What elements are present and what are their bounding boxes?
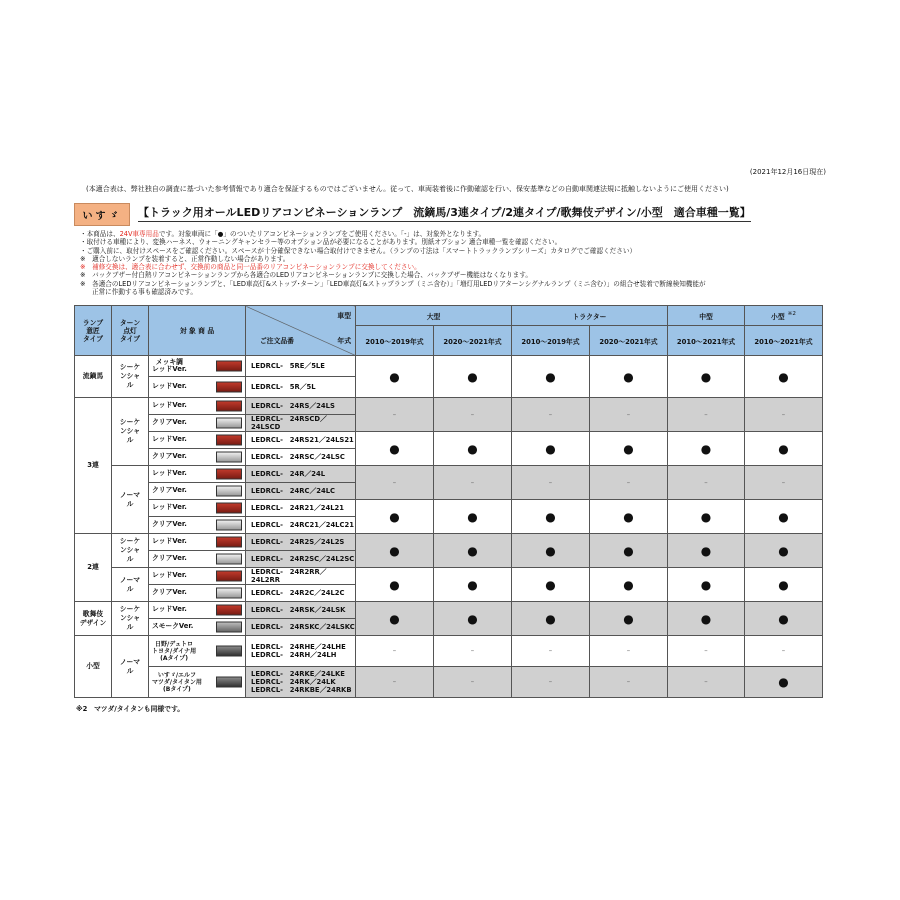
compatible-mark: ● (434, 432, 512, 466)
order-number-cell: LEDRCL- 24R／24L (246, 466, 356, 483)
lamp-image (216, 588, 242, 599)
not-applicable-mark: – (512, 636, 590, 667)
turn-type-cell: ノーマル (112, 568, 149, 602)
lamp-image (216, 486, 242, 497)
vehicle-class-note: ※2 (787, 311, 796, 318)
product-name: クリアVer. (152, 452, 187, 461)
note-8: 正常に作動する事も確認済みです。 (92, 288, 197, 297)
order-number-cell: LEDRCL- 24R2C／24L2C (246, 585, 356, 602)
product-cell (149, 483, 246, 500)
as-of-date: (2021年12月16日現在) (749, 168, 826, 176)
lamp-image (216, 361, 242, 372)
product-cell (149, 551, 246, 568)
product-cell (149, 534, 246, 551)
table-row (75, 602, 823, 619)
order-number-cell: LEDRCL- 24RS／24LS (246, 398, 356, 415)
vehicle-class-label: 中型 (699, 312, 713, 321)
compatible-mark: ● (512, 568, 590, 602)
product-name: 日野/デュトロ トヨタ/ダイナ用 (Aタイプ) (152, 640, 197, 662)
compatible-mark: ● (745, 534, 823, 568)
vehicle-class-label: 大型 (426, 312, 441, 321)
product-name: レッドVer. (152, 537, 187, 546)
order-number-cell: LEDRCL- 5R／5L (246, 377, 356, 398)
not-applicable-mark: – (668, 466, 745, 500)
product-name: レッドVer. (152, 469, 187, 478)
note-text: です。対象車両に「●」のついたリアコンビネーションランプをご使用ください。「-」は、対象外となります。 (158, 230, 486, 238)
vehicle-class-header (745, 306, 823, 326)
table-row (75, 636, 823, 667)
order-number-cell: LEDRCL- 24R2RR／24L2RR (246, 568, 356, 585)
not-applicable-mark: – (356, 466, 434, 500)
lamp-design-cell: 2連 (75, 534, 112, 602)
compatible-mark: ● (356, 602, 434, 636)
order-number-cell: LEDRCL- 24RSK／24LSK (246, 602, 356, 619)
lamp-image (216, 452, 242, 463)
not-applicable-mark: – (745, 398, 823, 432)
lamp-image (216, 435, 242, 446)
lamp-image (216, 571, 242, 582)
model-year-header: 2020～2021年式 (434, 326, 512, 356)
order-number-cell: LEDRCL- 24RC21／24LC21 (246, 517, 356, 534)
compatible-mark: ● (512, 432, 590, 466)
model-year-header: 2010～2021年式 (745, 326, 823, 356)
compatible-mark: ● (745, 432, 823, 466)
product-name: スモークVer. (152, 622, 194, 631)
model-year-label: 年式 (337, 337, 351, 345)
compatible-mark: ● (512, 534, 590, 568)
order-number-label: ご注文品番 (260, 337, 294, 345)
page-title: 【トラック用オールLEDリアコンビネーションランプ 流鏑馬/3連タイプ/2連タイプ/歌舞伎デザイン/小型 適合車種一覧】 (138, 204, 751, 222)
not-applicable-mark: – (356, 667, 434, 698)
not-applicable-mark: – (668, 636, 745, 667)
compatible-mark: ● (590, 432, 668, 466)
note-3: ・ご購入前に、取付けスペースをご確認ください。スペースが十分確保できない場合取付けできません。（ランプの寸法は「スマートトラックランプシリーズ」カタログでご確認ください） (80, 246, 637, 255)
order-number-cell: LEDRCL- 24RS21／24LS21 (246, 432, 356, 449)
header-row (75, 306, 823, 326)
not-applicable-mark: – (590, 636, 668, 667)
compatible-mark: ● (512, 356, 590, 398)
order-number-cell: LEDRCL- 24RSKC／24LSKC (246, 619, 356, 636)
product-cell (149, 356, 246, 377)
table-row (75, 667, 823, 698)
compatible-mark: ● (356, 568, 434, 602)
lamp-design-cell: 小型 (75, 636, 112, 698)
table-row (75, 398, 823, 415)
product-cell (149, 602, 246, 619)
product-cell (149, 667, 246, 698)
product-cell (149, 585, 246, 602)
compatible-mark: ● (434, 534, 512, 568)
product-cell (149, 415, 246, 432)
product-name: レッドVer. (152, 435, 187, 444)
product-cell (149, 517, 246, 534)
compatible-mark: ● (745, 667, 823, 698)
not-applicable-mark: – (745, 636, 823, 667)
model-year-header: 2010～2019年式 (512, 326, 590, 356)
not-applicable-mark: – (512, 667, 590, 698)
turn-type-cell: シーケンシャル (112, 602, 149, 636)
compatible-mark: ● (745, 356, 823, 398)
turn-type-cell: シーケンシャル (112, 398, 149, 466)
header-order-vehicle (246, 306, 356, 356)
product-cell (149, 432, 246, 449)
note-7: ※ 各適合のLEDリアコンビネーションランプと、「LED車高灯&ストップ･ターン」「LED車高灯&ストップランプ（ミニ含む）」「増灯用LEDリアターンシグナルランプ（ミニ含む）」の組合せ装着で断線検知機能が (80, 279, 706, 288)
product-name: クリアVer. (152, 588, 187, 597)
vehicle-class-header (668, 306, 745, 326)
compatible-mark: ● (356, 356, 434, 398)
not-applicable-mark: – (668, 667, 745, 698)
maker-badge: いすゞ (74, 203, 130, 226)
not-applicable-mark: – (590, 466, 668, 500)
compatible-mark: ● (668, 356, 745, 398)
order-number-cell: LEDRCL- 24R2S／24L2S (246, 534, 356, 551)
product-name: クリアVer. (152, 486, 187, 495)
lamp-design-cell: 3連 (75, 398, 112, 534)
lamp-image (216, 382, 242, 393)
turn-type-cell: シーケンシャル (112, 356, 149, 398)
not-applicable-mark: – (356, 636, 434, 667)
product-name: クリアVer. (152, 520, 187, 529)
not-applicable-mark: – (512, 466, 590, 500)
compatible-mark: ● (590, 356, 668, 398)
not-applicable-mark: – (434, 398, 512, 432)
product-cell (149, 568, 246, 585)
vehicle-class-header (512, 306, 668, 326)
compatible-mark: ● (668, 602, 745, 636)
table-row (75, 466, 823, 483)
header-product: 対 象 商 品 (149, 306, 246, 356)
not-applicable-mark: – (590, 398, 668, 432)
lamp-image (216, 401, 242, 412)
compatible-mark: ● (668, 568, 745, 602)
compatible-mark: ● (590, 602, 668, 636)
compatible-mark: ● (434, 568, 512, 602)
product-name: レッドVer. (152, 605, 187, 614)
product-cell (149, 466, 246, 483)
table-row (75, 500, 823, 517)
not-applicable-mark: – (590, 667, 668, 698)
lamp-image (216, 418, 242, 429)
not-applicable-mark: – (434, 466, 512, 500)
compatible-mark: ● (668, 534, 745, 568)
product-cell (149, 398, 246, 415)
product-cell (149, 619, 246, 636)
vehicle-type-label: 車型 (337, 312, 351, 320)
header-lamp-design: ランプ 意匠 タイプ (75, 306, 112, 356)
disclaimer: (本適合表は、弊社独自の調査に基づいた参考情報であり適合を保証するものではございません。従って、車両装着後に作動確認を行い、保安基準などの自動車関連法規に抵触しないようにご使用ください) (86, 185, 729, 193)
not-applicable-mark: – (668, 398, 745, 432)
turn-type-cell: ノーマル (112, 636, 149, 698)
not-applicable-mark: – (512, 398, 590, 432)
product-name: メッキ調 レッドVer. (152, 357, 187, 373)
turn-type-cell: シーケンシャル (112, 534, 149, 568)
compatible-mark: ● (356, 500, 434, 534)
product-cell (149, 500, 246, 517)
vehicle-class-header (356, 306, 512, 326)
product-cell (149, 377, 246, 398)
model-year-header: 2020～2021年式 (590, 326, 668, 356)
note-text: ・本商品は、 (80, 230, 120, 238)
product-cell (149, 449, 246, 466)
product-name: レッドVer. (152, 571, 187, 580)
order-number-cell: LEDRCL- 24R2SC／24L2SC (246, 551, 356, 568)
product-name: クリアVer. (152, 418, 187, 427)
lamp-image (216, 520, 242, 531)
lamp-image (216, 469, 242, 480)
order-number-cell: LEDRCL- 24RC／24LC (246, 483, 356, 500)
lamp-image (216, 605, 242, 616)
note-6: ※ バックブザー付白熱リアコンビネーションランプから各適合のLEDリアコンビネーションランプに交換した場合、バックブザー機能はなくなります。 (80, 271, 532, 280)
compatible-mark: ● (590, 500, 668, 534)
note-2: ・取付ける車種により、変換ハーネス、ウォーニングキャンセラー等のオプション品が必要になることがあります。別紙オプション 適合車種一覧を確認ください。 (80, 238, 562, 247)
order-number-cell: LEDRCL- 24RSCD／24LSCD (246, 415, 356, 432)
table-row (75, 356, 823, 377)
product-name: クリアVer. (152, 554, 187, 563)
order-number-cell: LEDRCL- 5RE／5LE (246, 356, 356, 377)
compatible-mark: ● (745, 500, 823, 534)
compatible-mark: ● (434, 602, 512, 636)
table-row (75, 568, 823, 585)
lamp-design-cell: 流鏑馬 (75, 356, 112, 398)
compatible-mark: ● (356, 534, 434, 568)
note-4: ※ 適合しないランプを装着すると、正常作動しない場合があります。 (80, 254, 290, 263)
table-row (75, 534, 823, 551)
note-highlight: 24V車専用品 (119, 230, 159, 238)
compatible-mark: ● (434, 500, 512, 534)
model-year-header: 2010～2019年式 (356, 326, 434, 356)
vehicle-class-label: 小型 (771, 312, 785, 321)
compatible-mark: ● (356, 432, 434, 466)
order-number-cell: LEDRCL- 24RKE／24LKE LEDRCL- 24RK／24LK LEDRCL- 24RKBE／24RKB (246, 667, 356, 698)
compatible-mark: ● (434, 356, 512, 398)
not-applicable-mark: – (434, 636, 512, 667)
compatible-mark: ● (590, 568, 668, 602)
compatible-mark: ● (590, 534, 668, 568)
compatible-mark: ● (745, 568, 823, 602)
note-5: ※ 補修交換は、適合表に合わせず、交換前の商品と同一品番のリアコンビネーションランプに交換してください。 (80, 263, 421, 272)
lamp-image (216, 554, 242, 565)
order-number-cell: LEDRCL- 24RHE／24LHE LEDRCL- 24RH／24LH (246, 636, 356, 667)
compatible-mark: ● (745, 602, 823, 636)
product-name: レッドVer. (152, 382, 187, 391)
notes (80, 230, 706, 296)
model-year-header: 2010～2021年式 (668, 326, 745, 356)
lamp-image (216, 677, 242, 688)
product-name: レッドVer. (152, 401, 187, 410)
turn-type-cell: ノーマル (112, 466, 149, 534)
lamp-design-cell: 歌舞伎 デザイン (75, 602, 112, 636)
not-applicable-mark: – (434, 667, 512, 698)
compatible-mark: ● (668, 432, 745, 466)
order-number-cell: LEDRCL- 24RSC／24LSC (246, 449, 356, 466)
vehicle-class-label: トラクター (572, 312, 607, 321)
lamp-image (216, 646, 242, 657)
product-name: レッドVer. (152, 503, 187, 512)
table-row (75, 432, 823, 449)
header-turn-type: ターン 点灯 タイプ (112, 306, 149, 356)
compatibility-table (74, 305, 823, 698)
compatible-mark: ● (512, 500, 590, 534)
compatible-mark: ● (668, 500, 745, 534)
lamp-image (216, 537, 242, 548)
product-cell (149, 636, 246, 667)
product-name: いすゞ/エルフ マツダ/タイタン用 (Bタイプ) (152, 671, 202, 693)
not-applicable-mark: – (745, 466, 823, 500)
order-number-cell: LEDRCL- 24R21／24L21 (246, 500, 356, 517)
not-applicable-mark: – (356, 398, 434, 432)
compatible-mark: ● (512, 602, 590, 636)
lamp-image (216, 622, 242, 633)
footnote: ※2 マツダ/タイタンも同様です。 (76, 705, 185, 713)
lamp-image (216, 503, 242, 514)
